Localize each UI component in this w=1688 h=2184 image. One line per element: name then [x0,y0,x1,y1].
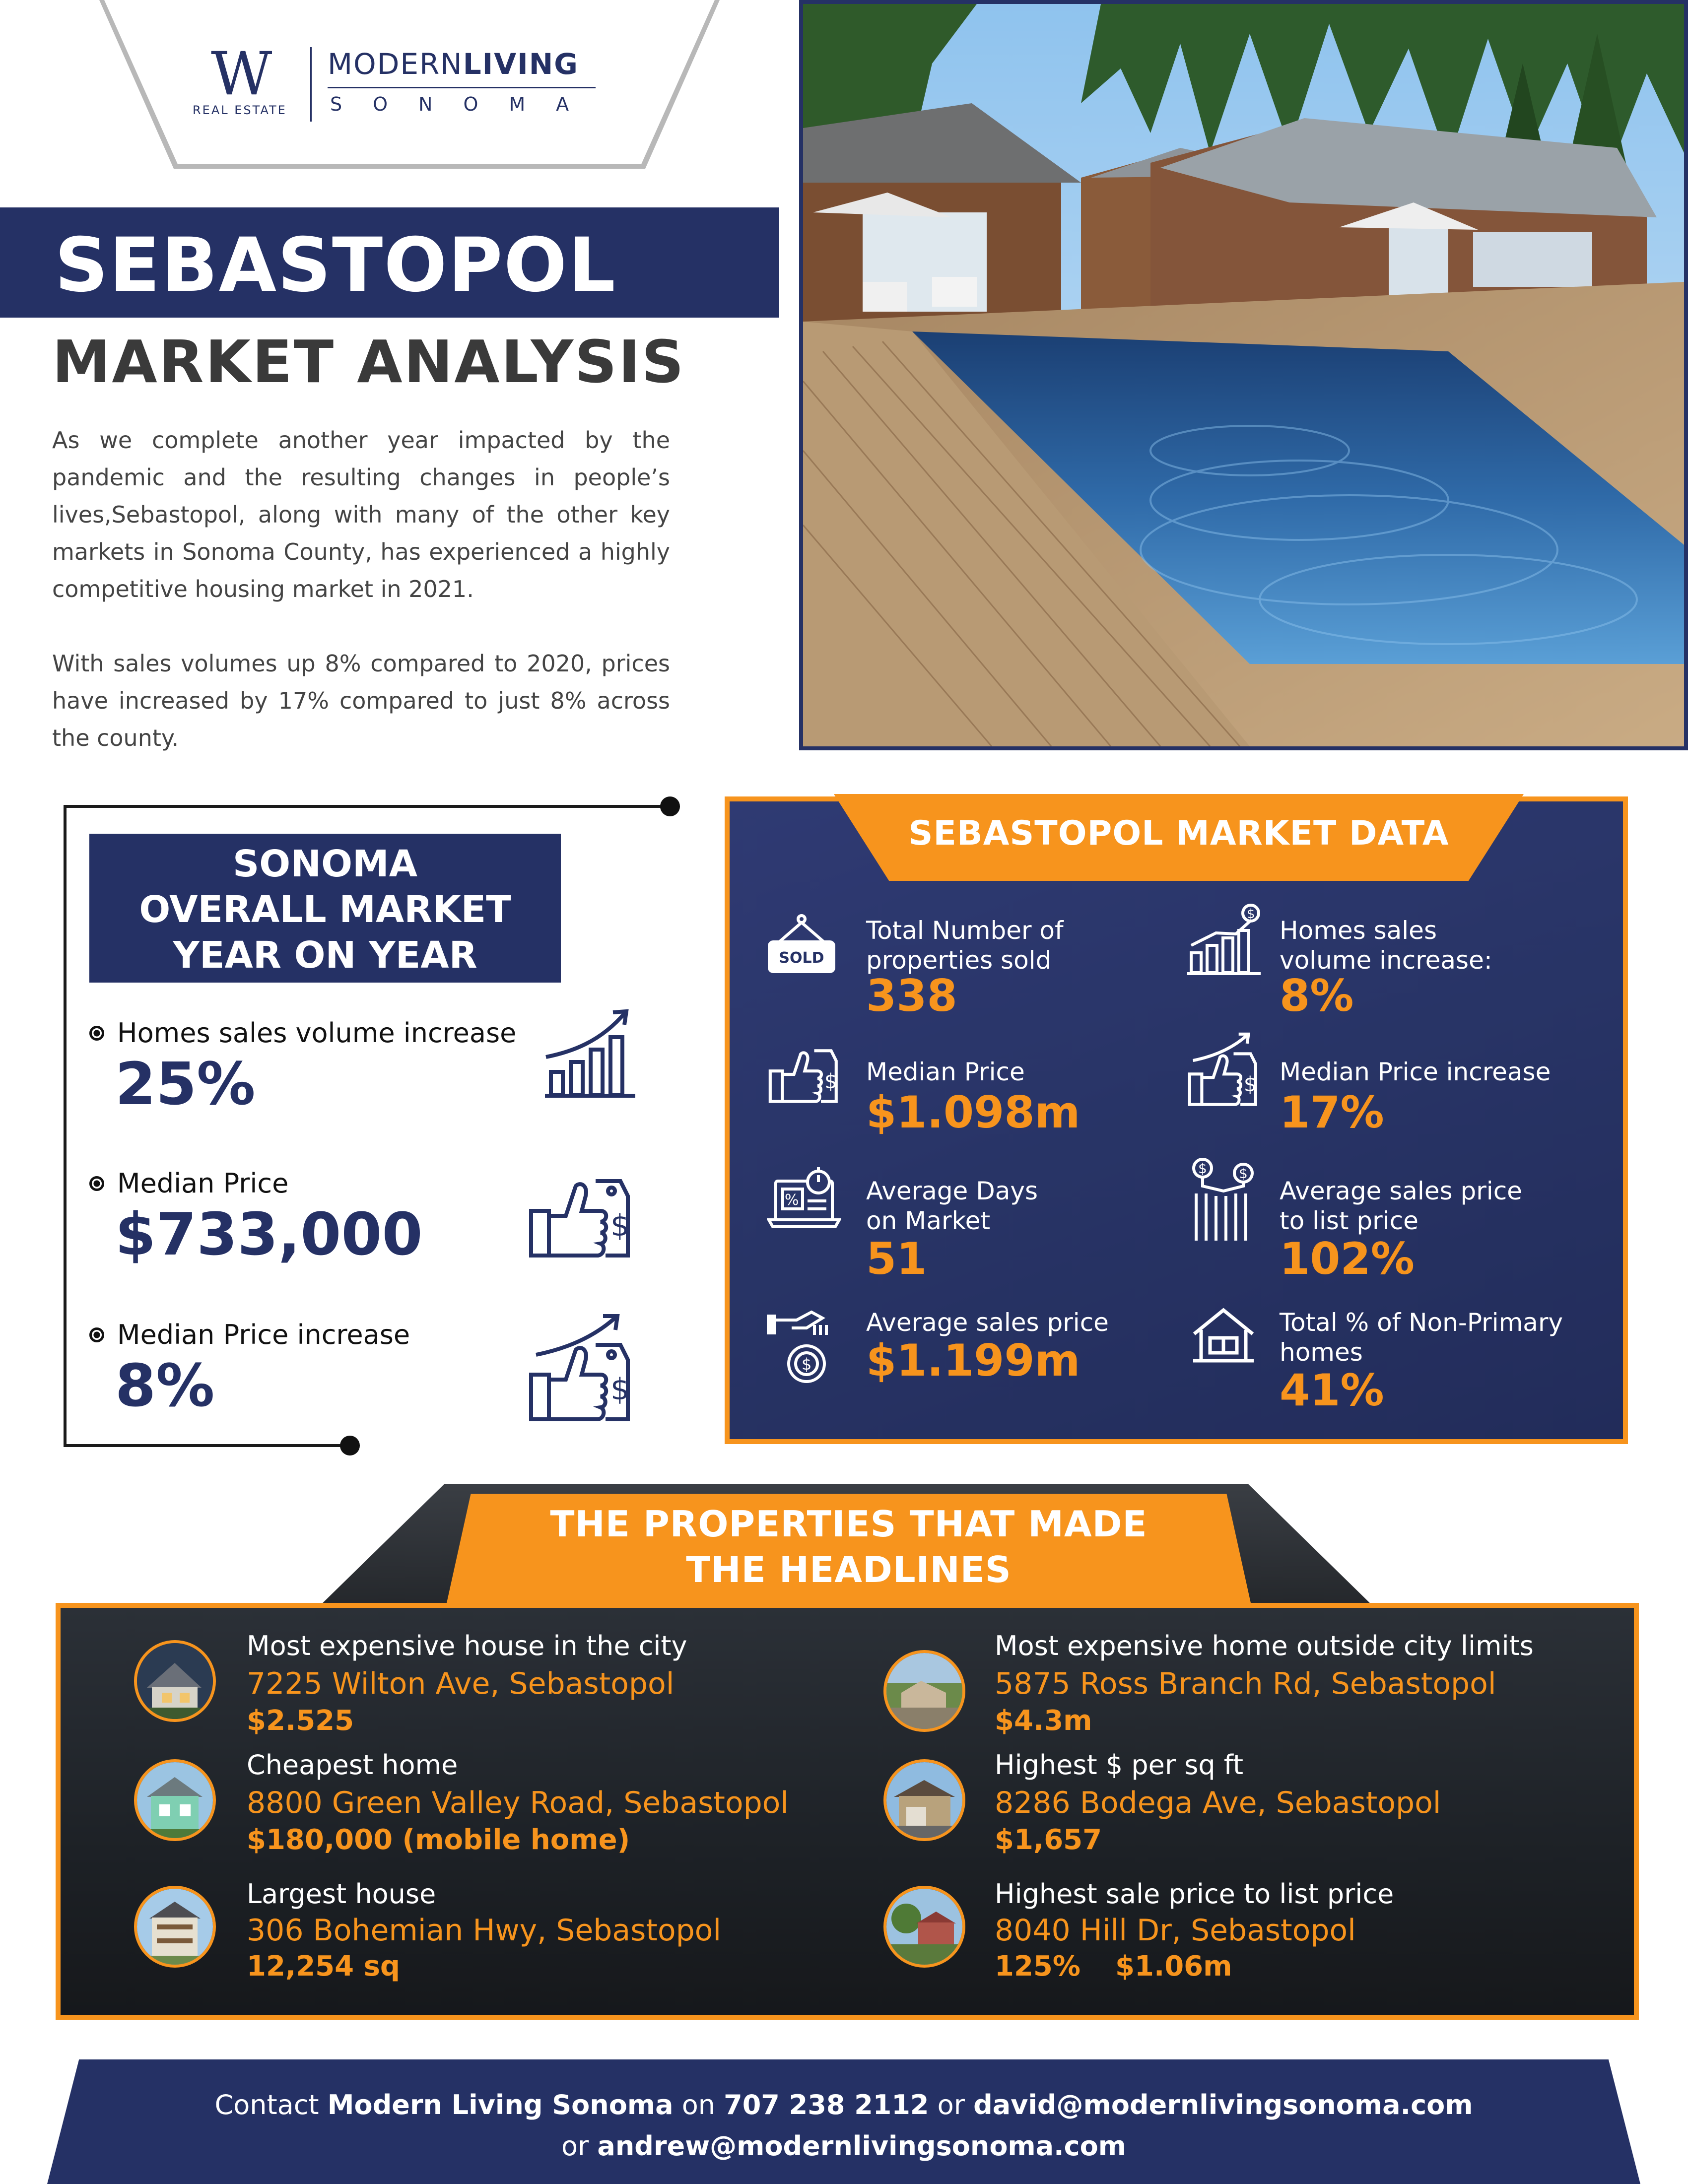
market-data-label-line: homes [1280,1338,1363,1367]
market-data-label-line: Average sales price [1280,1177,1522,1205]
contact-line-2 [47,2130,1640,2162]
headline-value: $180,000 (mobile home) [247,1824,630,1856]
page-subtitle: MARKET ANALYSIS [52,328,685,396]
headline-caption: Most expensive house in the city [247,1630,687,1661]
svg-text:$: $ [824,1069,837,1093]
property-thumbnail [134,1759,216,1841]
sonoma-frame-bottom [64,1444,351,1447]
market-data-label-line: properties sold [866,946,1052,975]
headlines-heading-line-1: THE PROPERTIES THAT MADE [550,1503,1148,1545]
hero-photo-illustration [803,4,1684,746]
headline-caption: Highest sale price to list price [995,1878,1394,1910]
bar-chart-growth-icon [541,1002,640,1102]
thumbs-up-price-tag-icon [526,1166,635,1265]
sonoma-item-value: 8% [115,1351,215,1420]
sonoma-heading-line-3: YEAR ON YEAR [173,934,477,977]
logo-underline [328,87,596,88]
headlines-heading [447,1501,1251,1592]
headline-value [995,1950,1232,1983]
sonoma-item-label: Median Price increase [117,1319,410,1350]
headline-value: $1,657 [995,1824,1102,1856]
bullet-icon [89,1026,104,1041]
market-data-value: 51 [866,1233,927,1284]
house-icon [1191,1305,1256,1365]
sonoma-item-value: 25% [115,1050,256,1118]
frame-dot-top [660,796,680,816]
market-data-value: 41% [1280,1365,1384,1416]
contact-line-1 [47,2089,1640,2120]
headline-address: 7225 Wilton Ave, Sebastopol [247,1666,675,1701]
market-data-value: 102% [1280,1233,1415,1284]
sonoma-item-label: Homes sales volume increase [117,1017,517,1049]
svg-text:$: $ [802,1355,812,1374]
svg-text:$: $ [610,1372,630,1407]
page-title: SEBASTOPOL [55,222,616,309]
bullet-icon [89,1327,104,1342]
market-data-label-line: to list price [1280,1206,1418,1235]
hero-photo [799,0,1688,750]
market-data-value: $1.199m [866,1335,1080,1386]
svg-text:%: % [785,1191,799,1209]
property-thumbnail [883,1759,965,1841]
logo-brand-bold: LIVING [463,47,579,81]
sonoma-item-label: Median Price [117,1168,289,1199]
market-data-label: Median Price increase [1280,1058,1551,1086]
headlines-heading-line-2: THE HEADLINES [686,1549,1012,1590]
contact-email-andrew[interactable]: andrew@modernlivingsonoma.com [597,2130,1127,2162]
bar-chart-dollar-icon [1186,903,1266,978]
svg-text:$: $ [1247,907,1255,922]
market-data-value: 8% [1280,970,1354,1021]
contact-or-word: or [561,2130,589,2162]
market-data-heading: SEBASTOPOL MARKET DATA [908,814,1449,853]
market-data-label-line: Homes sales [1280,916,1437,945]
laptop-timer-icon [767,1161,841,1236]
property-thumbnail [883,1886,965,1968]
market-data-label-line: Total % of Non-Primary [1280,1308,1563,1337]
headline-address: 8286 Bodega Ave, Sebastopol [995,1786,1441,1820]
market-data-label-line: on Market [866,1206,991,1235]
market-data-label [1280,916,1492,975]
svg-text:$: $ [1198,1160,1207,1177]
market-data-value: 338 [866,970,957,1021]
contact-or-word: or [937,2089,965,2120]
thumbs-up-growth-icon [1186,1030,1261,1112]
market-data-value: $1.098m [866,1087,1080,1138]
market-data-label [866,1176,1038,1236]
headline-value: $2.525 [247,1705,354,1737]
contact-phone[interactable]: 707 238 2112 [724,2089,929,2120]
logo-brand [328,47,579,81]
property-thumbnail [134,1886,216,1968]
intro-text [52,422,670,757]
headline-address: 8040 Hill Dr, Sebastopol [995,1913,1356,1948]
bullet-icon [89,1176,104,1191]
sonoma-item-value: $733,000 [115,1200,423,1268]
market-data-value: 17% [1280,1087,1384,1138]
sonoma-frame-top [64,805,669,808]
market-data-label [1280,1176,1522,1236]
intro-paragraph-2: With sales volumes up 8% compared to 2020, prices have increased by 17% compared to just 8% across the county. [52,650,670,751]
headline-value-percent: 125% [995,1950,1081,1983]
intro-paragraph-1: As we complete another year impacted by the pandemic and the resulting changes in people’s lives,Sebastopol, along with many of the other key markets in Sonoma County, has experienced a highly competitive housing market in 2021. [52,427,670,602]
hand-coin-icon [767,1305,841,1387]
logo-initial: W [211,40,272,109]
market-data-label-line: Average Days [866,1177,1038,1205]
headline-value-price: $1.06m [1115,1950,1232,1983]
contact-email-david[interactable]: david@modernlivingsonoma.com [973,2089,1473,2120]
sold-sign-text: SOLD [779,949,824,967]
property-thumbnail [134,1640,216,1722]
market-data-label [866,916,1064,975]
contact-on-word: on [681,2089,715,2120]
headline-address: 5875 Ross Branch Rd, Sebastopol [995,1666,1496,1701]
headline-caption: Most expensive home outside city limits [995,1630,1534,1661]
svg-text:$: $ [610,1208,630,1243]
dollar-bars-icon [1189,1156,1258,1246]
contact-word: Contact [214,2089,319,2120]
headline-value: 12,254 sq [247,1950,401,1983]
logo-subtitle: REAL ESTATE [193,103,287,117]
logo-tab [104,0,715,164]
thumbs-up-price-growth-icon [526,1310,635,1429]
logo-region: SONOMA [330,93,600,115]
headline-caption: Largest house [247,1878,436,1910]
sonoma-frame-left [64,806,67,1447]
market-data-label [1280,1308,1563,1367]
market-data-label: Average sales price [866,1308,1109,1337]
frame-dot-bottom [340,1436,360,1456]
logo-divider [310,47,312,122]
headline-caption: Highest $ per sq ft [995,1749,1244,1781]
market-data-label-line: volume increase: [1280,946,1492,975]
market-data-label-line: Total Number of [866,916,1064,945]
svg-text:$: $ [1239,1165,1248,1182]
headline-address: 306 Bohemian Hwy, Sebastopol [247,1913,722,1948]
sold-sign-icon [767,913,836,978]
contact-company: Modern Living Sonoma [327,2089,674,2120]
logo-brand-light: MODERN [328,47,463,81]
headline-caption: Cheapest home [247,1749,458,1781]
property-thumbnail [883,1650,965,1732]
sonoma-heading-line-1: SONOMA [233,843,417,885]
market-data-label: Median Price [866,1058,1025,1086]
headline-address: 8800 Green Valley Road, Sebastopol [247,1786,789,1820]
svg-text:$: $ [1243,1072,1257,1096]
thumbs-up-price-tag-icon [767,1040,841,1109]
contact-footer [47,2059,1640,2184]
headline-value: $4.3m [995,1705,1092,1737]
sonoma-heading [89,841,561,978]
sonoma-heading-line-2: OVERALL MARKET [139,888,511,931]
